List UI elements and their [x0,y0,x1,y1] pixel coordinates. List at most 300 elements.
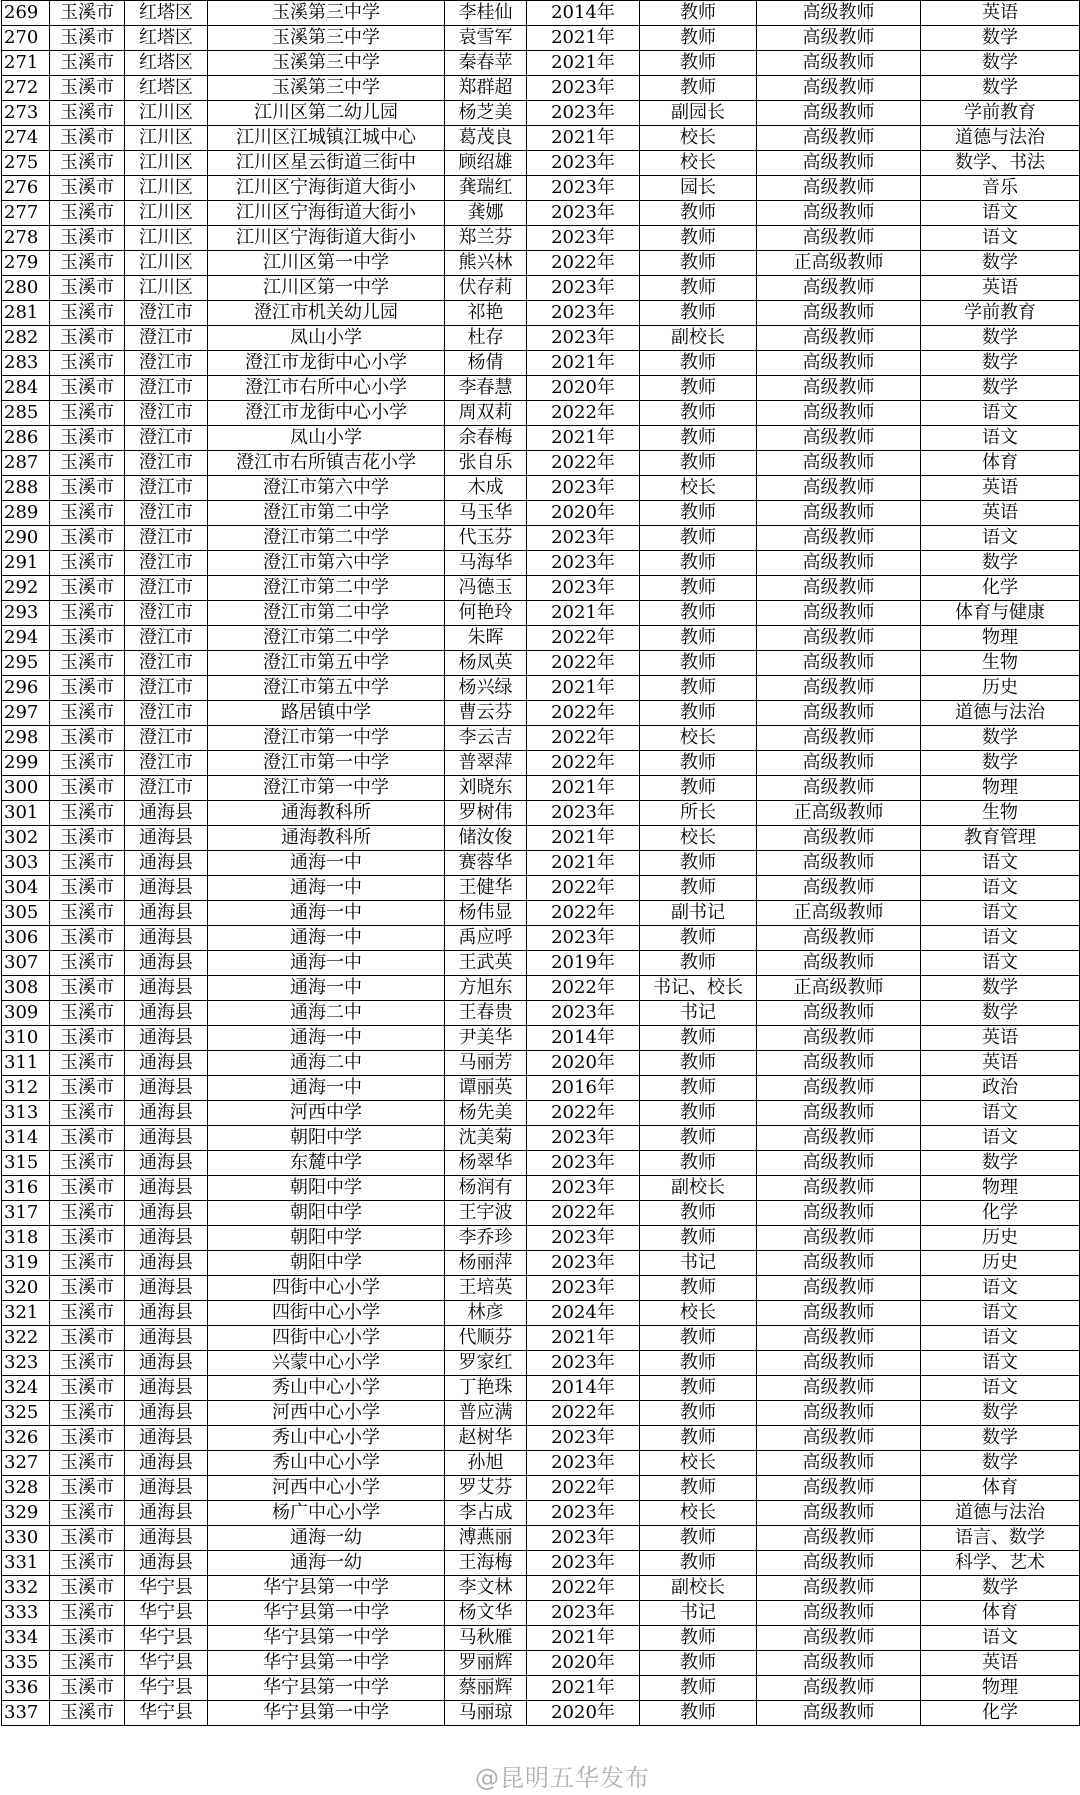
post-cell: 教师 [640,576,757,601]
title-cell: 高级教师 [757,1376,921,1401]
district-cell: 澄江市 [125,426,208,451]
district-cell: 澄江市 [125,351,208,376]
year-cell: 2023年 [527,1351,640,1376]
table-row [2,1276,1080,1301]
district-cell: 澄江市 [125,701,208,726]
row-number: 301 [2,801,50,826]
year-cell: 2023年 [527,801,640,826]
district-cell: 江川区 [125,151,208,176]
subject-cell: 化学 [921,576,1080,601]
post-cell: 教师 [640,376,757,401]
city-cell: 玉溪市 [50,976,125,1001]
city-cell: 玉溪市 [50,701,125,726]
year-cell: 2023年 [527,1601,640,1626]
city-cell: 玉溪市 [50,926,125,951]
year-cell: 2021年 [527,26,640,51]
subject-cell: 英语 [921,1026,1080,1051]
name-cell: 林彦 [445,1301,527,1326]
title-cell: 高级教师 [757,1276,921,1301]
city-cell: 玉溪市 [50,176,125,201]
school-cell: 澄江市第二中学 [208,576,445,601]
subject-cell: 语文 [921,876,1080,901]
row-number: 275 [2,151,50,176]
subject-cell: 体育 [921,1601,1080,1626]
table-row [2,351,1080,376]
district-cell: 通海县 [125,1026,208,1051]
district-cell: 澄江市 [125,301,208,326]
table-row [2,726,1080,751]
district-cell: 澄江市 [125,501,208,526]
post-cell: 校长 [640,1501,757,1526]
post-cell: 教师 [640,676,757,701]
subject-cell: 数学 [921,726,1080,751]
city-cell: 玉溪市 [50,626,125,651]
table-row [2,551,1080,576]
post-cell: 园长 [640,176,757,201]
row-number: 323 [2,1351,50,1376]
district-cell: 澄江市 [125,726,208,751]
district-cell: 通海县 [125,1051,208,1076]
school-cell: 澄江市机关幼儿园 [208,301,445,326]
district-cell: 澄江市 [125,626,208,651]
table-row [2,1701,1080,1726]
year-cell: 2022年 [527,1101,640,1126]
table-row [2,1301,1080,1326]
city-cell: 玉溪市 [50,1501,125,1526]
post-cell: 教师 [640,1051,757,1076]
school-cell: 华宁县第一中学 [208,1676,445,1701]
district-cell: 通海县 [125,1201,208,1226]
title-cell: 正高级教师 [757,901,921,926]
post-cell: 校长 [640,1451,757,1476]
name-cell: 谭丽英 [445,1076,527,1101]
row-number: 292 [2,576,50,601]
table-row [2,401,1080,426]
year-cell: 2023年 [527,576,640,601]
subject-cell: 数学 [921,251,1080,276]
subject-cell: 英语 [921,501,1080,526]
district-cell: 澄江市 [125,326,208,351]
post-cell: 副校长 [640,1176,757,1201]
year-cell: 2022年 [527,751,640,776]
row-number: 326 [2,1426,50,1451]
name-cell: 何艳玲 [445,601,527,626]
year-cell: 2021年 [527,676,640,701]
school-cell: 通海二中 [208,1051,445,1076]
row-number: 328 [2,1476,50,1501]
subject-cell: 语文 [921,1376,1080,1401]
subject-cell: 化学 [921,1201,1080,1226]
name-cell: 熊兴林 [445,251,527,276]
school-cell: 杨广中心小学 [208,1501,445,1526]
subject-cell: 语文 [921,401,1080,426]
school-cell: 江川区第一中学 [208,276,445,301]
post-cell: 教师 [640,1201,757,1226]
title-cell: 高级教师 [757,101,921,126]
school-cell: 凤山小学 [208,326,445,351]
year-cell: 2023年 [527,276,640,301]
title-cell: 高级教师 [757,1201,921,1226]
title-cell: 高级教师 [757,1151,921,1176]
row-number: 320 [2,1276,50,1301]
title-cell: 高级教师 [757,501,921,526]
table-row [2,151,1080,176]
table-row [2,1651,1080,1676]
city-cell: 玉溪市 [50,326,125,351]
post-cell: 教师 [640,1276,757,1301]
subject-cell: 数学 [921,551,1080,576]
name-cell: 储汝俊 [445,826,527,851]
subject-cell: 语文 [921,526,1080,551]
table-row [2,1451,1080,1476]
city-cell: 玉溪市 [50,1376,125,1401]
school-cell: 通海一中 [208,1026,445,1051]
title-cell: 高级教师 [757,826,921,851]
school-cell: 澄江市第一中学 [208,751,445,776]
year-cell: 2023年 [527,1126,640,1151]
title-cell: 高级教师 [757,1176,921,1201]
school-cell: 朝阳中学 [208,1226,445,1251]
city-cell: 玉溪市 [50,501,125,526]
district-cell: 通海县 [125,1226,208,1251]
district-cell: 华宁县 [125,1576,208,1601]
name-cell: 李占成 [445,1501,527,1526]
subject-cell: 科学、艺术 [921,1551,1080,1576]
city-cell: 玉溪市 [50,1626,125,1651]
school-cell: 华宁县第一中学 [208,1601,445,1626]
post-cell: 教师 [640,401,757,426]
school-cell: 四街中心小学 [208,1276,445,1301]
year-cell: 2020年 [527,1051,640,1076]
title-cell: 高级教师 [757,151,921,176]
year-cell: 2023年 [527,551,640,576]
roster-body [2,1,1080,1726]
row-number: 316 [2,1176,50,1201]
district-cell: 通海县 [125,801,208,826]
city-cell: 玉溪市 [50,1101,125,1126]
city-cell: 玉溪市 [50,526,125,551]
subject-cell: 语文 [921,1626,1080,1651]
table-row [2,976,1080,1001]
city-cell: 玉溪市 [50,776,125,801]
subject-cell: 道德与法治 [921,1501,1080,1526]
school-cell: 澄江市第二中学 [208,501,445,526]
title-cell: 正高级教师 [757,976,921,1001]
title-cell: 高级教师 [757,301,921,326]
city-cell: 玉溪市 [50,901,125,926]
row-number: 271 [2,51,50,76]
table-row [2,276,1080,301]
city-cell: 玉溪市 [50,251,125,276]
school-cell: 澄江市第六中学 [208,551,445,576]
year-cell: 2014年 [527,1,640,26]
name-cell: 赛蓉华 [445,851,527,876]
table-row [2,301,1080,326]
district-cell: 通海县 [125,1351,208,1376]
title-cell: 高级教师 [757,1651,921,1676]
title-cell: 高级教师 [757,1501,921,1526]
table-row [2,1626,1080,1651]
school-cell: 玉溪第三中学 [208,1,445,26]
name-cell: 蔡丽辉 [445,1676,527,1701]
subject-cell: 学前教育 [921,301,1080,326]
school-cell: 玉溪第三中学 [208,51,445,76]
title-cell: 高级教师 [757,226,921,251]
post-cell: 教师 [640,1526,757,1551]
title-cell: 正高级教师 [757,251,921,276]
name-cell: 李乔珍 [445,1226,527,1251]
district-cell: 通海县 [125,1451,208,1476]
name-cell: 龚瑞红 [445,176,527,201]
row-number: 283 [2,351,50,376]
post-cell: 教师 [640,1701,757,1726]
subject-cell: 学前教育 [921,101,1080,126]
post-cell: 教师 [640,426,757,451]
subject-cell: 数学 [921,1001,1080,1026]
district-cell: 江川区 [125,126,208,151]
post-cell: 教师 [640,851,757,876]
title-cell: 高级教师 [757,1251,921,1276]
city-cell: 玉溪市 [50,1251,125,1276]
year-cell: 2023年 [527,1526,640,1551]
city-cell: 玉溪市 [50,26,125,51]
post-cell: 校长 [640,476,757,501]
year-cell: 2020年 [527,1651,640,1676]
subject-cell: 数学 [921,976,1080,1001]
row-number: 329 [2,1501,50,1526]
name-cell: 普翠萍 [445,751,527,776]
name-cell: 郑群超 [445,76,527,101]
table-row [2,1126,1080,1151]
name-cell: 刘晓东 [445,776,527,801]
year-cell: 2019年 [527,951,640,976]
name-cell: 王武英 [445,951,527,976]
table-row [2,1351,1080,1376]
city-cell: 玉溪市 [50,551,125,576]
subject-cell: 教育管理 [921,826,1080,851]
name-cell: 王海梅 [445,1551,527,1576]
name-cell: 杨芝美 [445,101,527,126]
title-cell: 高级教师 [757,1576,921,1601]
year-cell: 2023年 [527,1226,640,1251]
post-cell: 教师 [640,1551,757,1576]
district-cell: 通海县 [125,1076,208,1101]
subject-cell: 语文 [921,1101,1080,1126]
name-cell: 祁艳 [445,301,527,326]
name-cell: 王宇波 [445,1201,527,1226]
district-cell: 华宁县 [125,1651,208,1676]
table-row [2,601,1080,626]
row-number: 313 [2,1101,50,1126]
subject-cell: 数学 [921,351,1080,376]
school-cell: 河西中心小学 [208,1401,445,1426]
year-cell: 2014年 [527,1376,640,1401]
city-cell: 玉溪市 [50,201,125,226]
school-cell: 澄江市第六中学 [208,476,445,501]
name-cell: 李桂仙 [445,1,527,26]
year-cell: 2016年 [527,1076,640,1101]
post-cell: 校长 [640,1301,757,1326]
title-cell: 高级教师 [757,626,921,651]
title-cell: 高级教师 [757,176,921,201]
year-cell: 2023年 [527,1176,640,1201]
post-cell: 书记 [640,1001,757,1026]
title-cell: 高级教师 [757,476,921,501]
name-cell: 顾绍雄 [445,151,527,176]
district-cell: 通海县 [125,1376,208,1401]
name-cell: 余春梅 [445,426,527,451]
name-cell: 秦春苹 [445,51,527,76]
title-cell: 高级教师 [757,51,921,76]
name-cell: 朱晖 [445,626,527,651]
table-row [2,1551,1080,1576]
row-number: 310 [2,1026,50,1051]
post-cell: 副园长 [640,101,757,126]
table-row [2,476,1080,501]
post-cell: 教师 [640,1426,757,1451]
title-cell: 高级教师 [757,651,921,676]
year-cell: 2021年 [527,351,640,376]
title-cell: 高级教师 [757,1226,921,1251]
year-cell: 2021年 [527,51,640,76]
row-number: 315 [2,1151,50,1176]
year-cell: 2022年 [527,1401,640,1426]
year-cell: 2022年 [527,251,640,276]
post-cell: 教师 [640,1226,757,1251]
post-cell: 校长 [640,726,757,751]
subject-cell: 英语 [921,1051,1080,1076]
row-number: 307 [2,951,50,976]
post-cell: 教师 [640,276,757,301]
table-row [2,1101,1080,1126]
title-cell: 高级教师 [757,426,921,451]
year-cell: 2023年 [527,76,640,101]
post-cell: 教师 [640,876,757,901]
row-number: 306 [2,926,50,951]
year-cell: 2022年 [527,1476,640,1501]
post-cell: 教师 [640,1101,757,1126]
year-cell: 2023年 [527,176,640,201]
city-cell: 玉溪市 [50,601,125,626]
year-cell: 2022年 [527,876,640,901]
row-number: 282 [2,326,50,351]
subject-cell: 语文 [921,1126,1080,1151]
year-cell: 2022年 [527,401,640,426]
subject-cell: 语文 [921,1276,1080,1301]
subject-cell: 数学 [921,76,1080,101]
table-row [2,376,1080,401]
district-cell: 通海县 [125,951,208,976]
subject-cell: 体育与健康 [921,601,1080,626]
year-cell: 2023年 [527,1251,640,1276]
district-cell: 澄江市 [125,526,208,551]
school-cell: 通海二中 [208,1001,445,1026]
table-row [2,776,1080,801]
post-cell: 教师 [640,1626,757,1651]
table-row [2,1501,1080,1526]
name-cell: 冯德玉 [445,576,527,601]
row-number: 312 [2,1076,50,1101]
title-cell: 高级教师 [757,201,921,226]
title-cell: 高级教师 [757,751,921,776]
post-cell: 书记 [640,1601,757,1626]
post-cell: 教师 [640,1151,757,1176]
city-cell: 玉溪市 [50,401,125,426]
title-cell: 高级教师 [757,776,921,801]
subject-cell: 历史 [921,1251,1080,1276]
year-cell: 2021年 [527,426,640,451]
title-cell: 高级教师 [757,1526,921,1551]
name-cell: 禹应呼 [445,926,527,951]
row-number: 334 [2,1626,50,1651]
name-cell: 李春慧 [445,376,527,401]
name-cell: 袁雪军 [445,26,527,51]
table-row [2,326,1080,351]
name-cell: 杨文华 [445,1601,527,1626]
post-cell: 教师 [640,251,757,276]
row-number: 279 [2,251,50,276]
row-number: 302 [2,826,50,851]
title-cell: 高级教师 [757,1676,921,1701]
table-row [2,501,1080,526]
post-cell: 教师 [640,451,757,476]
city-cell: 玉溪市 [50,1,125,26]
city-cell: 玉溪市 [50,1201,125,1226]
row-number: 299 [2,751,50,776]
row-number: 300 [2,776,50,801]
school-cell: 朝阳中学 [208,1201,445,1226]
subject-cell: 语文 [921,926,1080,951]
row-number: 303 [2,851,50,876]
school-cell: 通海一中 [208,976,445,1001]
district-cell: 通海县 [125,1001,208,1026]
year-cell: 2022年 [527,626,640,651]
year-cell: 2022年 [527,701,640,726]
city-cell: 玉溪市 [50,651,125,676]
subject-cell: 英语 [921,476,1080,501]
district-cell: 澄江市 [125,476,208,501]
row-number: 333 [2,1601,50,1626]
table-row [2,826,1080,851]
table-row [2,851,1080,876]
name-cell: 方旭东 [445,976,527,1001]
post-cell: 教师 [640,226,757,251]
subject-cell: 政治 [921,1076,1080,1101]
title-cell: 高级教师 [757,1001,921,1026]
name-cell: 杨倩 [445,351,527,376]
table-row [2,1401,1080,1426]
district-cell: 澄江市 [125,551,208,576]
row-number: 289 [2,501,50,526]
school-cell: 江川区宁海街道大街小 [208,176,445,201]
city-cell: 玉溪市 [50,1326,125,1351]
table-row [2,1001,1080,1026]
title-cell: 高级教师 [757,126,921,151]
district-cell: 通海县 [125,1401,208,1426]
city-cell: 玉溪市 [50,1176,125,1201]
subject-cell: 语文 [921,901,1080,926]
row-number: 319 [2,1251,50,1276]
row-number: 277 [2,201,50,226]
subject-cell: 语文 [921,1351,1080,1376]
table-row [2,76,1080,101]
row-number: 317 [2,1201,50,1226]
subject-cell: 物理 [921,626,1080,651]
city-cell: 玉溪市 [50,301,125,326]
post-cell: 教师 [640,651,757,676]
subject-cell: 数学 [921,326,1080,351]
post-cell: 教师 [640,301,757,326]
